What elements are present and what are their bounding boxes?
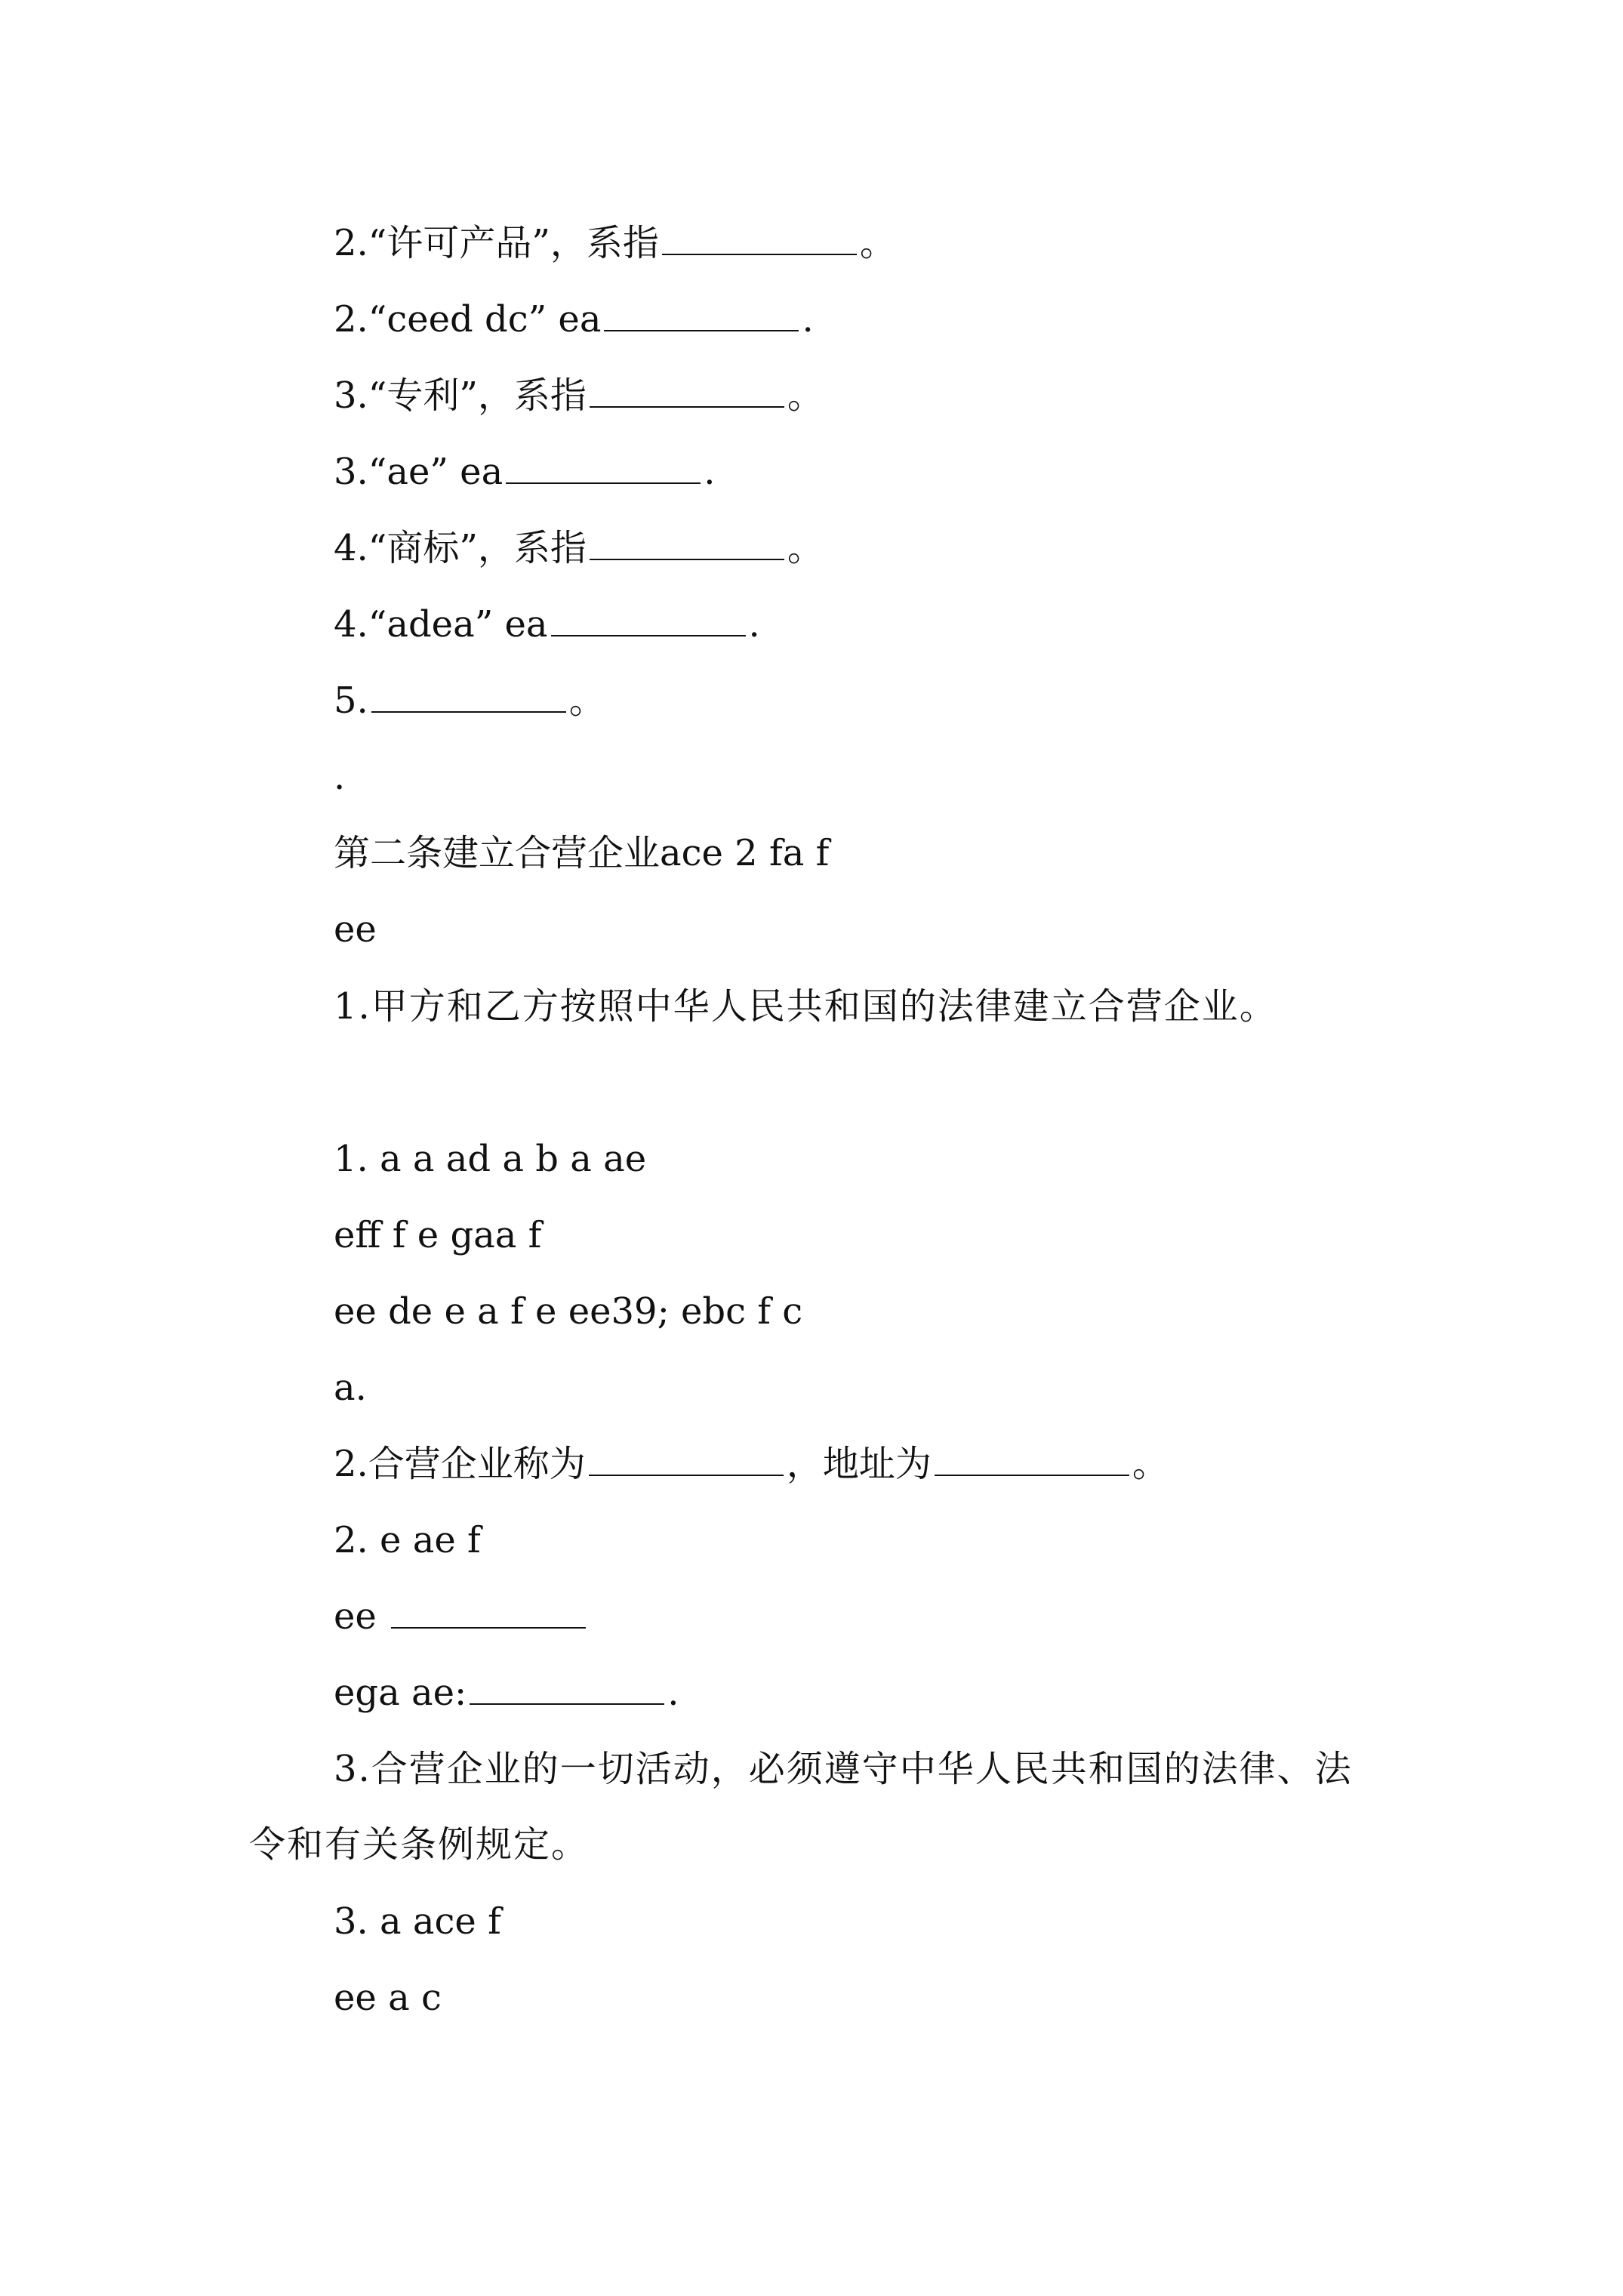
clause-1-en-line-3: ee de e a f e ee39; ebc f c [334,1290,803,1333]
clause-1-en-line-1: 1. a a ad a b a ae [334,1138,647,1180]
article-2-heading-cont: ee [334,908,377,951]
clause-2-en-line-1: 2. e ae f [334,1519,481,1561]
definition-trademark-cn: 4.“商标”，系指 。 [334,527,824,569]
definition-patent-cn: 3.“专利”，系指 。 [334,374,824,417]
name-blank [589,1444,784,1476]
fill-blank [590,376,784,408]
address-blank [935,1444,1129,1476]
article-2-heading: 第二条建立合营企业ace 2 fa f [334,832,830,874]
clause-3-en-line-2: ee a c [334,1977,442,2019]
clause-3-cn: 3.合营企业的一切活动，必须遵守中华人民共和国的法律、法令和有关条例规定。 [249,1748,1353,1866]
clause-2-en-line-2: ee [334,1594,589,1639]
article-2-clause-1-cn: 1.甲方和乙方按照中华人民共和国的法律建立合营企业。 [334,985,1277,1028]
clause-2-name-address-cn: 2.合营企业称为 ，地址为 。 [334,1443,1169,1485]
fill-blank [470,1673,664,1705]
dot-line: . [334,756,346,798]
fill-blank [604,300,799,331]
definition-patent-en: 3.“ae” ea . [334,451,716,493]
definition-licensed-products-en: 2.“ceed dc” ea . [334,298,814,341]
fill-blank [506,452,701,484]
clause-2-en-line-3: ega ae: . [334,1672,679,1714]
fill-blank [391,1597,586,1629]
fill-blank [371,681,566,713]
clause-1-en-line-2: eff f e gaa f [334,1214,542,1256]
fill-blank [551,605,746,636]
definition-item-5: 5. 。 [334,680,605,722]
fill-blank [662,223,857,255]
clause-1-en-line-4: a. [334,1367,367,1409]
clause-3-en-line-1: 3. a ace f [334,1900,501,1943]
fill-blank [590,529,784,560]
definition-licensed-products-cn: 2.“许可产品”，系指 。 [334,222,896,264]
definition-trademark-en: 4.“adea” ea . [334,603,760,646]
